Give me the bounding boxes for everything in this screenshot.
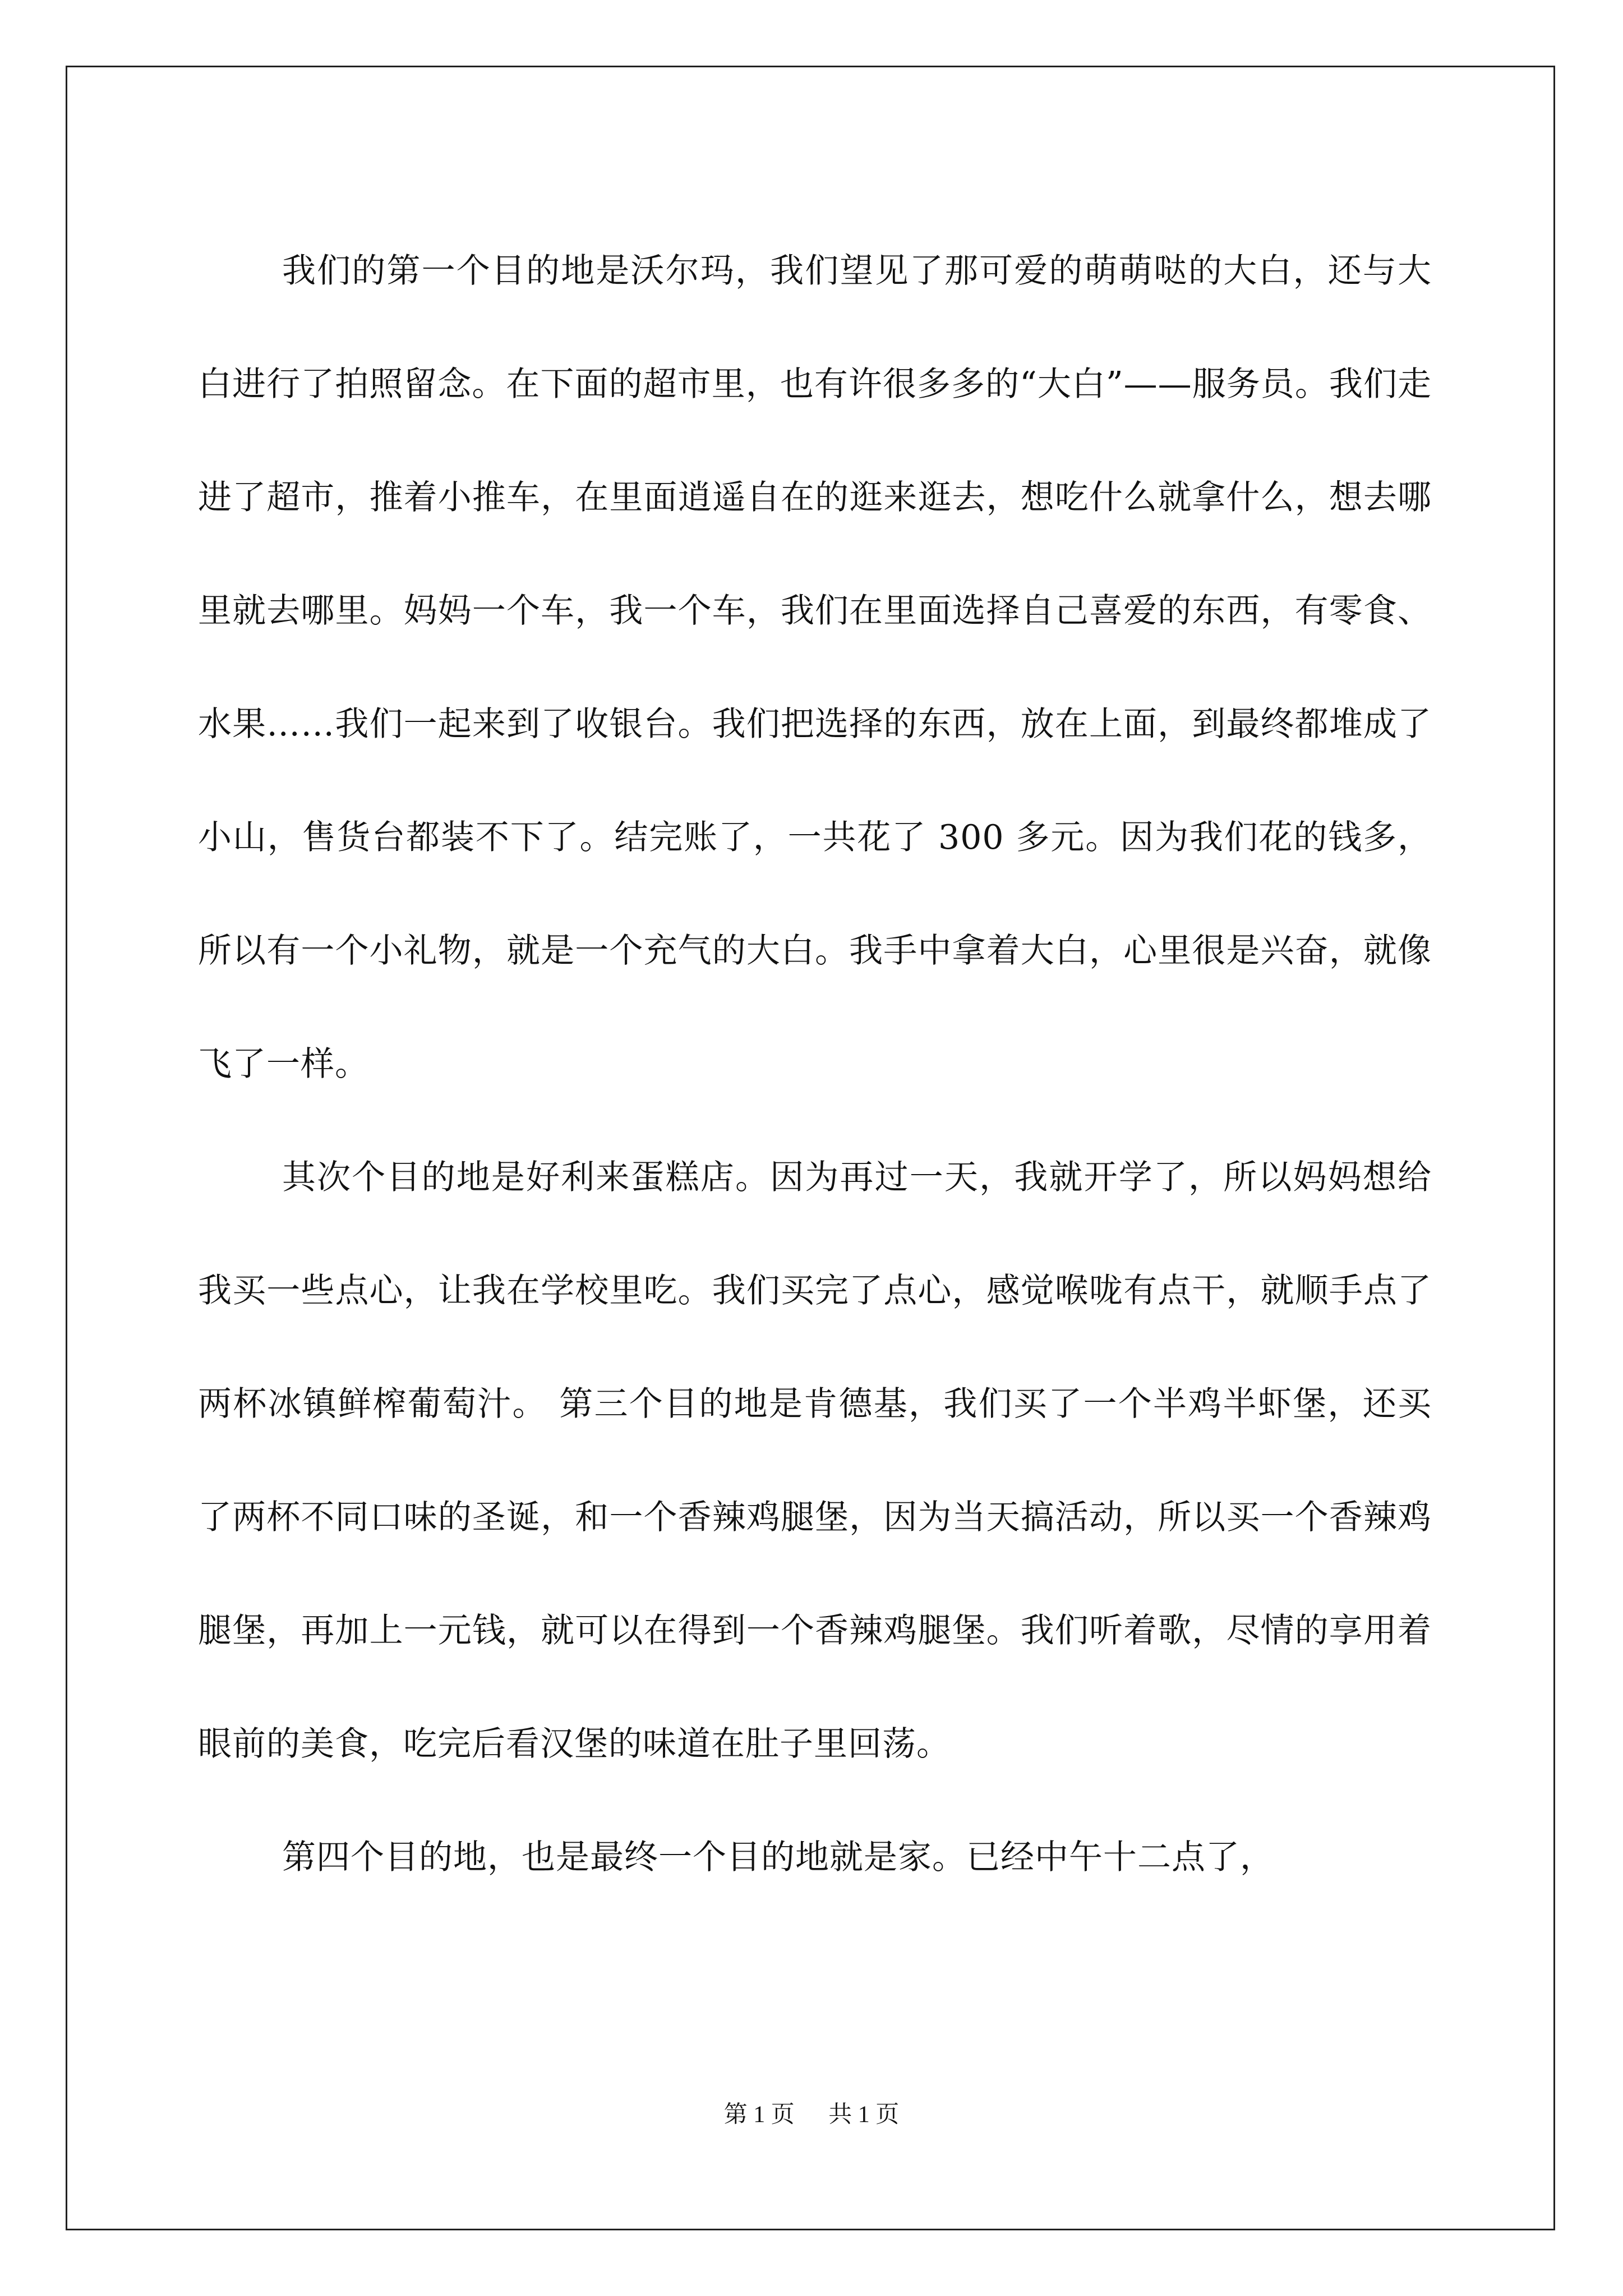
- page-footer: [0, 2098, 1623, 2132]
- document-body: [198, 214, 1432, 1914]
- paragraph-3: 第四个目的地，也是最终一个目的地就是家。已经中午十二点了，: [282, 1838, 1274, 1877]
- paragraph-2: 其次个目的地是好利来蛋糕店。因为再过一天，我就开学了，所以妈妈想给我买一些点心，让我在学校里吃。我们买完了点心，感觉喉咙有点干，就顺手点了两杯冰镇鲜榨葡萄汁。 第三个目的地是肯德基，我们买了一个半鸡半虾堡，还买了两杯不同口味的圣诞，和一个香辣鸡腿堡，因为当天搞活动，所以买一个香辣鸡腿堡，再加上一元钱，就可以在得到一个香辣鸡腿堡。我们听着歌，尽情的享用着眼前的美食，吃完后看汉堡的味道在肚子里回荡。: [198, 1158, 1432, 1764]
- paragraph-1: 我们的第一个目的地是沃尔玛，我们望见了那可爱的萌萌哒的大白，还与大白进行了拍照留念。在下面的超市里，也有许很多多的“大白”——服务员。我们走进了超市，推着小推车，在里面逍遥自在的逛来逛去，想吃什么就拿什么，想去哪里就去哪里。妈妈一个车，我一个车，我们在里面选择自己喜爱的东西，有零食、水果……我们一起来到了收银台。我们把选择的东西，放在上面，到最终都堆成了小山，售货台都装不下了。结完账了，一共花了 300 多元。因为我们花的钱多，所以有一个小礼物，就是一个充气的大白。我手中拿着大白，心里很是兴奋，就像飞了一样。: [198, 251, 1432, 1084]
- page-number: 第 1 页: [723, 2102, 795, 2128]
- page-total: 共 1 页: [828, 2102, 900, 2128]
